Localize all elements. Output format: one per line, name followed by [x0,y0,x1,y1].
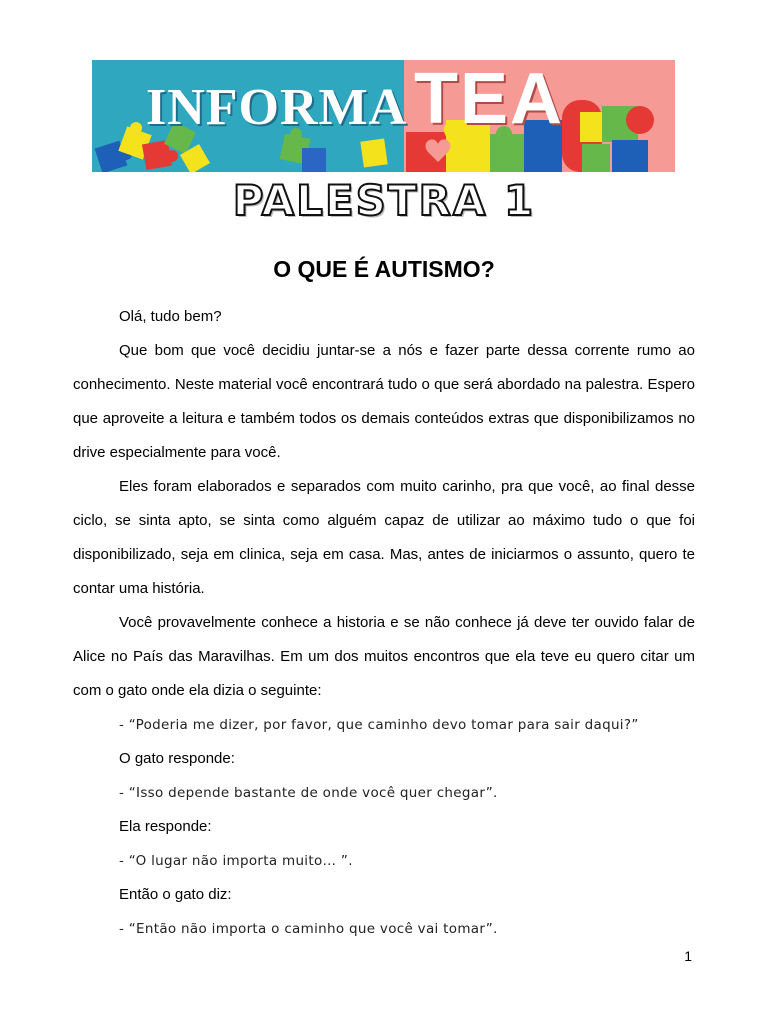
paragraph: Então o gato diz: [119,886,232,903]
paragraph: Que bom que você decidiu juntar-se a nós e fazer parte dessa corrente rumo ao conhecimento. Neste material você encontrará tudo o que será abordado na palestra. Espero que aproveite a leitura e também todos os demais conteúdos extras que disponibilizamos no drive especialmente para você. [73,342,695,461]
banner-word-tea: TEA [414,60,564,139]
dialogue-quote: - “Então não importa o caminho que você vai tomar”. [119,921,498,937]
page-number: 1 [684,948,692,964]
header-banner [92,60,675,172]
paragraph: Olá, tudo bem? [119,308,222,325]
banner-word-informa: INFORMA [146,79,408,136]
dialogue-quote: - “O lugar não importa muito… ”. [119,853,353,869]
page-title: O QUE É AUTISMO? [273,256,495,282]
document-body [73,300,695,946]
paragraph: Você provavelmente conhece a historia e se não conhece já deve ter ouvido falar de Alice no País das Maravilhas. Em um dos muitos encontros que ela teve eu quero citar um com o gato onde ela dizia o seguinte: [73,614,695,699]
paragraph: O gato responde: [119,750,235,767]
dialogue-quote: - “Poderia me dizer, por favor, que caminho devo tomar para sair daqui?” [119,717,639,733]
paragraph: Eles foram elaborados e separados com muito carinho, pra que você, ao final desse ciclo, se sinta apto, se sinta como alguém capaz de utilizar ao máximo tudo o que foi disponibilizado, seja em clinica, seja em casa. Mas, antes de iniciarmos o assunto, quero te contar uma história. [73,478,695,597]
paragraph: Ela responde: [119,818,212,835]
lecture-heading: PALESTRA 1 [232,176,536,225]
dialogue-quote: - “Isso depende bastante de onde você quer chegar”. [119,785,498,801]
